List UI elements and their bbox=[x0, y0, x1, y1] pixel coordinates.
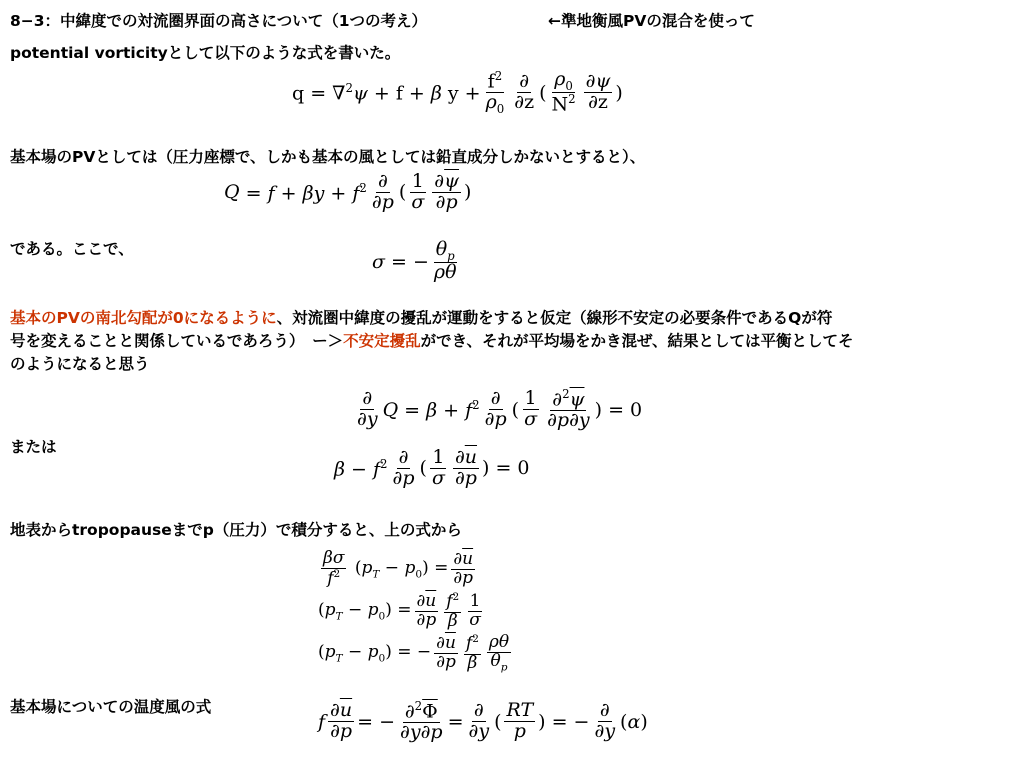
sigma-text: である。ここで、 bbox=[10, 240, 134, 258]
assumption-highlight-1: 基本のPVの南北勾配が0になるように bbox=[10, 309, 277, 327]
assumption-highlight-2: 不安定擾乱 bbox=[343, 332, 421, 350]
equation-basic-pv: Q = $f + \beta y + f^2$ $\frac{\partial}{\partial p}$ ( $\frac{1}{\sigma}$ $\frac{\partial\overline{\psi}}{\partial p}$ ) bbox=[224, 170, 472, 213]
or-text: または bbox=[10, 438, 57, 456]
equation-pv-gradient: $\frac{\partial}{\partial y}$ Q = $\beta + f^2$ $\frac{\partial}{\partial p}$ ( $\frac{1}{\sigma}$ $\frac{\partial^2\overline{\psi}}{\partial p\partial y}$ ) = 0 bbox=[357, 387, 643, 432]
equation-integrated-1: $\frac{\beta\sigma}{f^2}$ $(p_T - p_0)$ = $\frac{\partial\overline{u}}{\partial p}$ bbox=[323, 548, 474, 589]
equation-integrated-2: $(p_T - p_0)$ = $\frac{\partial\overline{u}}{\partial p}$ $\frac{f^2}{\beta}$ $\frac{1}{\sigma}$ bbox=[318, 590, 481, 631]
assumption-text-2a: 号を変えることと関係しているであろう） ー＞ bbox=[10, 332, 344, 350]
basic-pv-text: 基本場のPVとしては（圧力座標で、しかも基本の風としては鉛直成分しかないとすると）、 bbox=[10, 148, 646, 166]
assumption-text-1: 、対流圏中緯度の擾乱が運動をすると仮定（線形不安定の必要条件であるQが符 bbox=[276, 309, 833, 327]
equation-sigma: σ = − $\frac{\theta_p}{\rho\theta}$ bbox=[372, 238, 457, 284]
equation-thermal-wind: f $\frac{\partial\overline{u}}{\partial p}$ = − $\frac{\partial^2\overline{\Phi}}{\partial y\partial p}$ = $\frac{\partial}{\partial y}$ ( $\frac{RT}{p}$ ) = − $\frac{\partial}{\partial y}$ (α) bbox=[318, 699, 648, 744]
header-note: ←準地衡風PVの混合を使って bbox=[548, 12, 755, 30]
intro-text: potential vorticityとして以下のような式を書いた。 bbox=[10, 44, 401, 62]
integrate-text: 地表からtropopauseまでp（圧力）で積分すると、上の式から bbox=[10, 521, 462, 539]
equation-qgpv: q = ∇$^2$ψ + f + β y + $\frac{f^2}{\rho_0}$ $\frac{\partial}{\partial z}$ ( $\frac{\rho_0}{N^2}$ $\frac{\partial\psi}{\partial z}$ ) bbox=[292, 68, 623, 117]
page-title: 8−3：中緯度での対流圏界面の高さについて（1つの考え） bbox=[10, 12, 428, 30]
equation-beta-shear: $\beta - f^2$ $\frac{\partial}{\partial p}$ ( $\frac{1}{\sigma}$ $\frac{\partial\overline{u}}{\partial p}$ ) = 0 bbox=[334, 446, 530, 489]
thermal-wind-text: 基本場についての温度風の式 bbox=[10, 698, 212, 716]
assumption-line-3: のようになると思う bbox=[10, 355, 150, 373]
assumption-line-1 bbox=[10, 307, 832, 329]
assumption-text-2b: ができ、それが平均場をかき混ぜ、結果としては平衡としてそ bbox=[420, 332, 854, 350]
assumption-line-2 bbox=[10, 330, 854, 352]
equation-integrated-3: $(p_T - p_0)$ = − $\frac{\partial\overline{u}}{\partial p}$ $\frac{f^2}{\beta}$ $\frac{\rho\theta}{\theta_p}$ bbox=[318, 632, 510, 674]
